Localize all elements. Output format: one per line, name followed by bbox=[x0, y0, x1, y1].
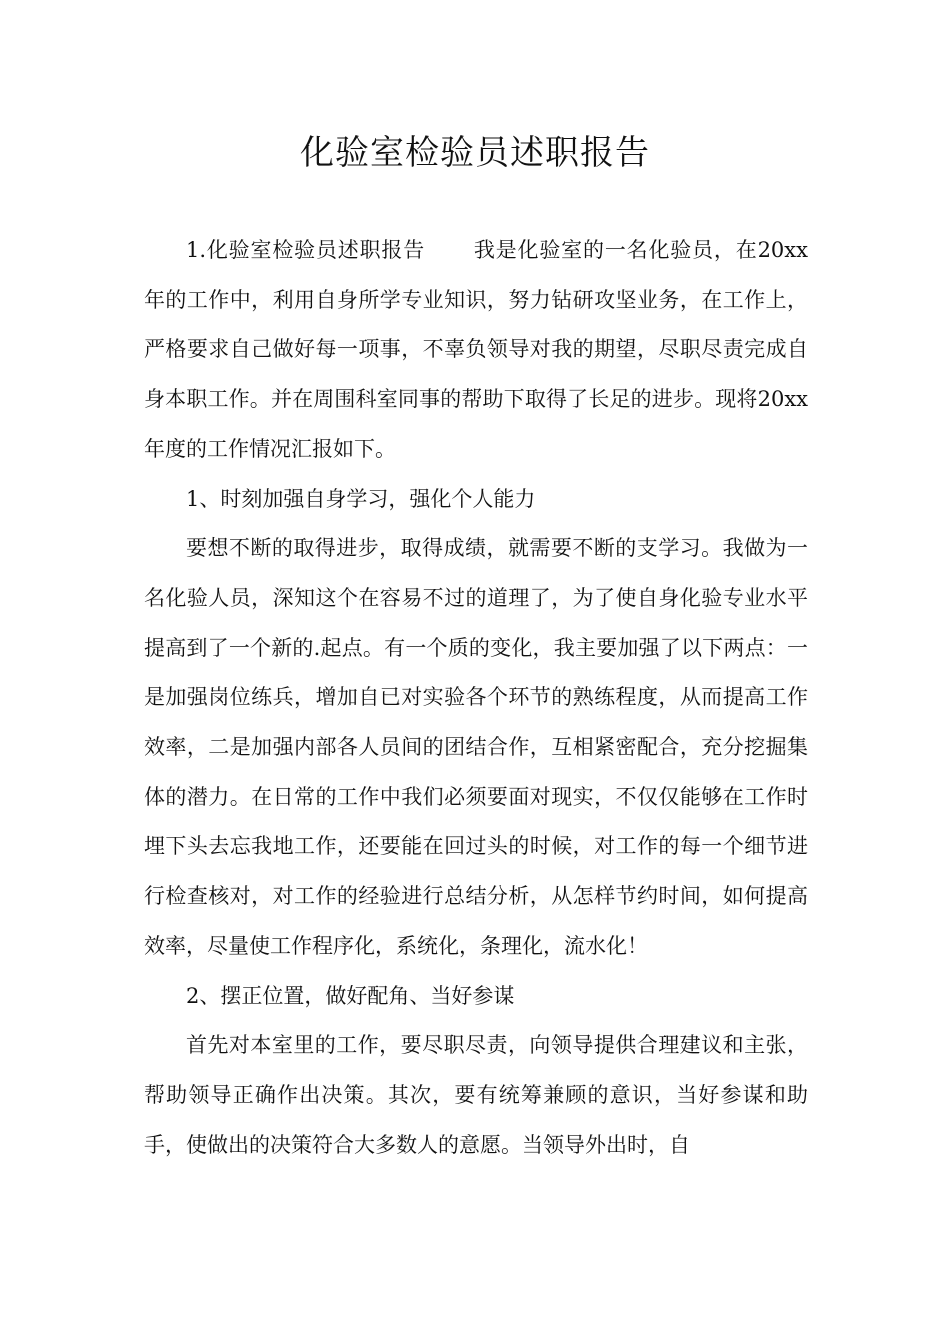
section-heading-1: 1、时刻加强自身学习，强化个人能力 bbox=[186, 486, 536, 511]
intro-paragraph bbox=[144, 226, 808, 475]
document-title: 化验室检验员述职报告 bbox=[300, 133, 650, 173]
intro-text: 我是化验室的一名化验员，在20xx年的工作中，利用自身所学专业知识，努力钻研攻坚业务，在工作上，严格要求自己做好每一项事，不辜负领导对我的期望，尽职尽责完成自身本职工作。并在周围科室同事的帮助下取得了长足的进步。现将20xx年度的工作情况汇报如下。 bbox=[144, 238, 808, 461]
intro-label: 1.化验室检验员述职报告 bbox=[186, 238, 426, 262]
section-paragraph-2: 首先对本室里的工作，要尽职尽责，向领导提供合理建议和主张，帮助领导正确作出决策。其次，要有统筹兼顾的意识，当好参谋和助手，使做出的决策符合大多数人的意愿。当领导外出时，自 bbox=[144, 1033, 808, 1157]
section-paragraph-1: 要想不断的取得进步，取得成绩，就需要不断的支学习。我做为一名化验人员，深知这个在容易不过的道理了，为了使自身化验专业水平提高到了一个新的.起点。有一个质的变化，我主要加强了以下两点：一是加强岗位练兵，增加自已对实验各个环节的熟练程度，从而提高工作效率，二是加强内部各人员间的团结合作，互相紧密配合，充分挖掘集体的潜力。在日常的工作中我们必须要面对现实，不仅仅能够在工作时埋下头去忘我地工作，还要能在回过头的时候，对工作的每一个细节进行检查核对，对工作的经验进行总结分析，从怎样节约时间，如何提高效率，尽量使工作程序化，系统化，条理化，流水化！ bbox=[144, 536, 808, 958]
section-heading-2: 2、摆正位置，做好配角、当好参谋 bbox=[186, 983, 515, 1008]
document-body bbox=[144, 226, 808, 1170]
